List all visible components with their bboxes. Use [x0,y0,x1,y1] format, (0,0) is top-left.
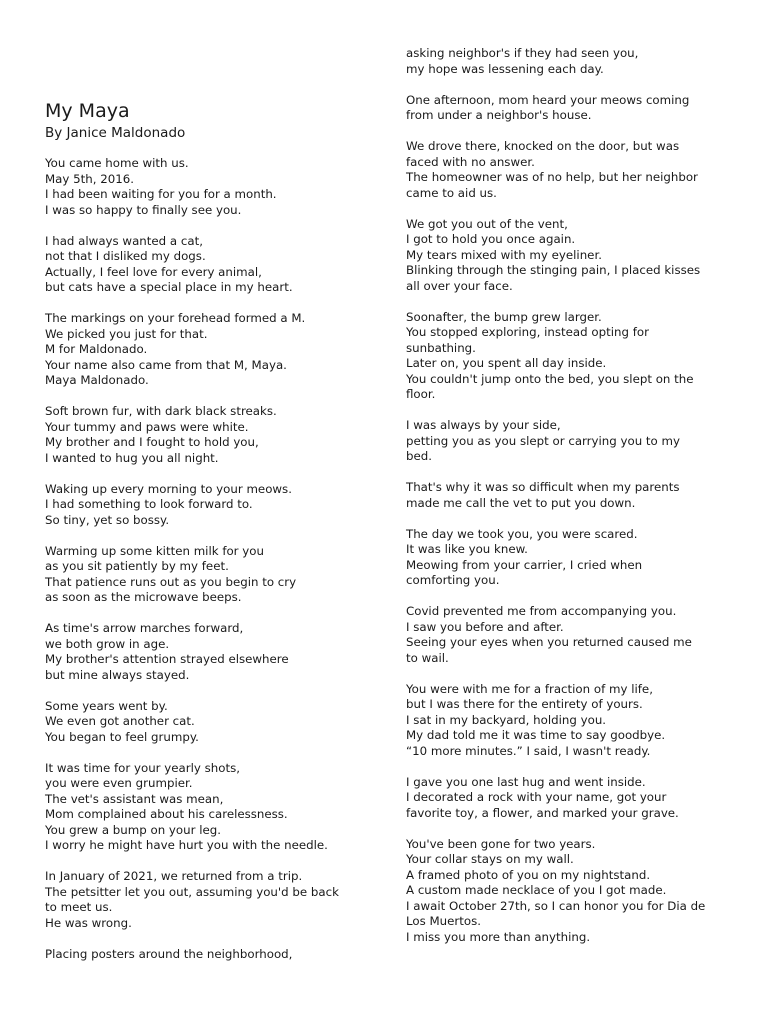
poem-line: We got you out of the vent, [406,216,568,231]
poem-line: I had something to look forward to. [45,497,253,511]
poem-line: I had been waiting for you for a month. [45,187,277,201]
stanza [45,761,375,854]
poem-line: We picked you just for that. [45,326,208,341]
poem-line: but mine always stayed. [45,667,190,682]
poem-line: Los Muertos. [406,914,481,928]
stanza [45,699,375,746]
left-column [45,100,375,978]
poem-line: we both grow in age. [45,636,170,651]
poem-line: You couldn't jump onto the bed, you slept on the [406,371,694,386]
stanza [45,311,375,389]
poem-line: favorite toy, a flower, and marked your grave. [406,805,679,820]
stanza [45,947,375,963]
left-stanzas [45,156,375,962]
poem-line: Mom complained about his carelessness. [45,807,288,821]
poem-line: The day we took you, you were scared. [406,526,638,541]
poem-line: to meet us. [45,900,113,914]
stanza [406,93,736,124]
poem-line: It was like you knew. [406,542,528,556]
poem-line: Soonafter, the bump grew larger. [406,309,602,324]
poem-line: Your name also came from that M, Maya. [45,357,287,372]
right-column [406,46,736,961]
stanza [406,682,736,760]
poem-line: You grew a bump on your leg. [45,822,221,837]
poem-line: Waking up every morning to your meows. [45,481,292,496]
stanza [406,310,736,403]
stanza [45,234,375,296]
poem-line: but cats have a special place in my heart. [45,280,293,294]
poem-line: not that I disliked my dogs. [45,249,206,263]
poem-author: By Janice Maldonado [45,125,186,141]
poem-line: but I was there for the entirety of yours. [406,697,643,711]
poem-line: Warming up some kitten milk for you [45,543,264,558]
poem-line: bed. [406,449,432,463]
poem-line: My dad told me it was time to say goodbye. [406,728,666,742]
poem-line: My brother's attention strayed elsewhere [45,652,289,666]
poem-line: So tiny, yet so bossy. [45,512,170,527]
stanza [406,480,736,511]
poem-line: Meowing from your carrier, I cried when [406,557,643,572]
poem-line: I got to hold you once again. [406,232,576,246]
poem-line: I was so happy to finally see you. [45,202,242,217]
poem-line: “10 more minutes.” I said, I wasn't ready. [406,743,651,758]
poem-line: I decorated a rock with your name, got your [406,790,667,804]
poem-line: petting you as you slept or carrying you to my [406,433,681,448]
poem-line: I miss you more than anything. [406,929,591,944]
stanza [45,404,375,466]
poem-line: you were even grumpier. [45,776,193,790]
poem-line: I had always wanted a cat, [45,233,203,248]
poem-line: all over your face. [406,278,513,293]
poem-line: My tears mixed with my eyeliner. [406,247,602,262]
poem-line: faced with no answer. [406,154,535,169]
stanza [406,418,736,465]
poem-line: sunbathing. [406,340,476,355]
poem-line: You stopped exploring, instead opting for [406,325,649,339]
stanza [406,604,736,666]
poem-line: as soon as the microwave beeps. [45,590,242,604]
poem-line: I wanted to hug you all night. [45,450,219,465]
stanza [45,544,375,606]
poem-line: My brother and I fought to hold you, [45,435,259,449]
poem-line: Some years went by. [45,698,168,713]
poem-line: floor. [406,387,436,401]
poem-line: A custom made necklace of you I got made. [406,883,667,897]
poem-line: One afternoon, mom heard your meows coming [406,92,690,107]
poem-line: In January of 2021, we returned from a trip. [45,869,303,883]
poem-line: I gave you one last hug and went inside. [406,774,646,789]
poem-line: The markings on your forehead formed a M. [45,311,306,325]
poem-line: I sat in my backyard, holding you. [406,712,607,727]
poem-line: Soft brown fur, with dark black streaks. [45,404,277,418]
stanza [406,139,736,201]
poem-line: The vet's assistant was mean, [45,791,224,806]
poem-line: Actually, I feel love for every animal, [45,264,262,279]
poem-line: It was time for your yearly shots, [45,760,240,775]
poem-line: Seeing your eyes when you returned caused me [406,635,692,649]
poem-line: came to aid us. [406,185,497,200]
poem-line: That patience runs out as you begin to cry [45,574,297,589]
stanza [406,217,736,295]
poem-line: Your collar stays on my wall. [406,852,574,866]
poem-line: M for Maldonado. [45,342,148,356]
poem-line: We drove there, knocked on the door, but was [406,139,680,153]
poem-line: Maya Maldonado. [45,373,149,387]
poem-line: We even got another cat. [45,714,195,728]
poem-line: I saw you before and after. [406,619,564,634]
poem-line: That's why it was so difficult when my parents [406,480,680,494]
poem-line: as you sit patiently by my feet. [45,559,229,573]
stanza [45,482,375,529]
poem-line: my hope was lessening each day. [406,61,604,76]
poem-line: You've been gone for two years. [406,836,596,851]
poem-line: The petsitter let you out, assuming you'd be back [45,884,339,899]
poem-line: May 5th, 2016. [45,171,135,186]
stanza [45,156,375,218]
poem-line: You came home with us. [45,156,189,170]
poem-line: I worry he might have hurt you with the needle. [45,838,328,852]
poem-line: asking neighbor's if they had seen you, [406,46,639,60]
right-stanzas [406,46,736,945]
poem-line: The homeowner was of no help, but her neighbor [406,170,698,184]
poem-line: Blinking through the stinging pain, I placed kisses [406,263,701,277]
stanza [406,527,736,589]
stanza [406,46,736,77]
poem-line: comforting you. [406,573,500,587]
poem-line: Your tummy and paws were white. [45,419,249,434]
poem-line: As time's arrow marches forward, [45,621,244,635]
poem-line: to wail. [406,650,449,665]
poem-line: You began to feel grumpy. [45,729,199,744]
poem-line: Later on, you spent all day inside. [406,356,607,370]
stanza [45,621,375,683]
stanza [406,837,736,946]
poem-line: He was wrong. [45,915,132,930]
poem-line: Covid prevented me from accompanying you. [406,604,677,618]
poem-line: I was always by your side, [406,418,561,432]
stanza [406,775,736,822]
poem-line: You were with me for a fraction of my life, [406,681,653,696]
stanza [45,869,375,931]
poem-title: My Maya [45,100,130,122]
poem-line: I await October 27th, so I can honor you for Dia de [406,898,706,913]
poem-line: A framed photo of you on my nightstand. [406,867,651,882]
poem-line: Placing posters around the neighborhood, [45,946,293,961]
poem-line: made me call the vet to put you down. [406,495,636,510]
poem-line: from under a neighbor's house. [406,108,592,122]
